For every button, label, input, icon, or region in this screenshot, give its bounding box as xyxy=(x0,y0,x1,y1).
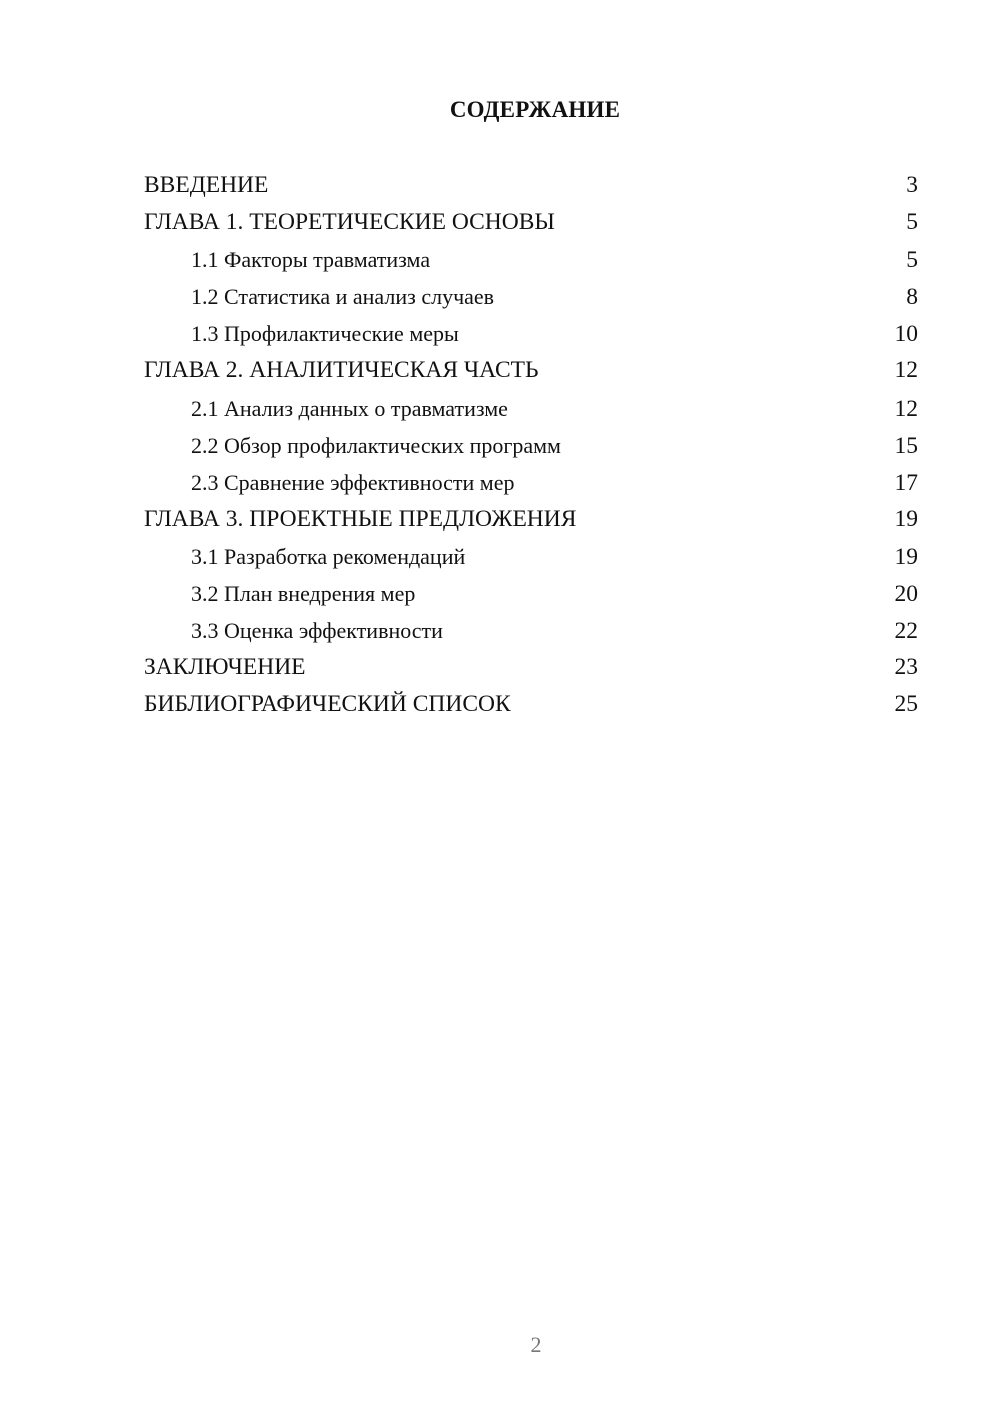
toc-entry-label: ГЛАВА 1. ТЕОРЕТИЧЕСКИЕ ОСНОВЫ xyxy=(144,209,555,236)
toc-entry-label: ЗАКЛЮЧЕНИЕ xyxy=(144,654,306,681)
toc-entry-introduction[interactable] xyxy=(144,167,918,204)
toc-entry-page: 20 xyxy=(894,581,918,608)
toc-entry-bibliography[interactable] xyxy=(144,686,918,723)
toc-entry-label: 2.2 Обзор профилактических программ xyxy=(191,432,561,458)
toc-entry-page: 5 xyxy=(906,247,918,274)
toc-entry-page: 5 xyxy=(906,209,918,236)
toc-entry-section-3-1[interactable] xyxy=(144,538,918,575)
toc-entry-section-1-1[interactable] xyxy=(144,241,918,278)
toc-entry-section-2-1[interactable] xyxy=(144,390,918,427)
toc-entry-page: 3 xyxy=(906,172,918,198)
toc-entry-label: 1.2 Статистика и анализ случаев xyxy=(191,284,495,310)
toc-entry-label: ГЛАВА 3. ПРОЕКТНЫЕ ПРЕДЛОЖЕНИЯ xyxy=(144,505,577,532)
toc-entry-page: 12 xyxy=(894,357,918,384)
toc-entry-section-1-2[interactable] xyxy=(144,278,918,315)
toc-entry-chapter-2[interactable] xyxy=(144,352,918,389)
toc-entry-label: ГЛАВА 2. АНАЛИТИЧЕСКАЯ ЧАСТЬ xyxy=(144,357,539,384)
toc-entry-section-1-3[interactable] xyxy=(144,315,918,352)
toc-entry-label: 3.1 Разработка рекомендаций xyxy=(191,543,466,569)
toc-entry-page: 23 xyxy=(894,654,918,681)
toc-entry-page: 19 xyxy=(894,505,918,532)
toc-entry-page: 8 xyxy=(906,284,918,311)
toc-entry-label: 2.3 Сравнение эффективности мер xyxy=(191,469,515,495)
toc-entry-label: 1.3 Профилактические меры xyxy=(191,321,459,347)
toc-entry-page: 25 xyxy=(894,691,918,718)
toc-entry-label: ВВЕДЕНИЕ xyxy=(144,172,269,198)
toc-entry-section-3-2[interactable] xyxy=(144,575,918,612)
toc-entry-label: БИБЛИОГРАФИЧЕСКИЙ СПИСОК xyxy=(144,691,511,718)
toc-entry-section-2-3[interactable] xyxy=(144,464,918,501)
toc-entry-page: 22 xyxy=(894,618,918,645)
toc-entry-label: 1.1 Факторы травматизма xyxy=(191,247,431,273)
toc-entry-label: 2.1 Анализ данных о травматизме xyxy=(191,395,508,421)
page-title: СОДЕРЖАНИЕ xyxy=(449,97,621,122)
toc-entry-page: 12 xyxy=(894,395,918,422)
toc-entry-page: 10 xyxy=(894,321,918,348)
toc-entry-section-2-2[interactable] xyxy=(144,427,918,464)
toc-entry-label: 3.2 План внедрения мер xyxy=(191,581,416,607)
toc-entry-label: 3.3 Оценка эффективности xyxy=(191,618,443,644)
table-of-contents xyxy=(144,167,918,723)
page-number: 2 xyxy=(530,1332,542,1357)
toc-entry-chapter-1[interactable] xyxy=(144,204,918,241)
toc-entry-page: 15 xyxy=(894,432,918,459)
toc-entry-chapter-3[interactable] xyxy=(144,501,918,538)
toc-entry-page: 17 xyxy=(894,469,918,496)
toc-entry-page: 19 xyxy=(894,543,918,570)
toc-entry-conclusion[interactable] xyxy=(144,649,918,686)
toc-entry-section-3-3[interactable] xyxy=(144,612,918,649)
